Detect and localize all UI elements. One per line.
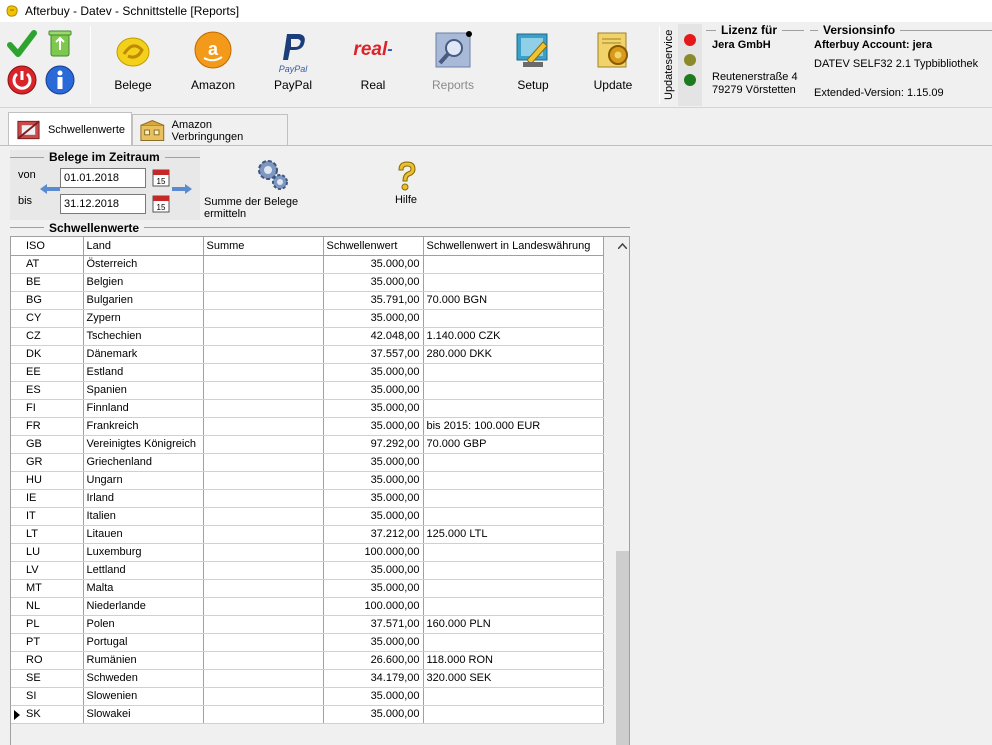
cell-iso[interactable]: IT	[23, 507, 83, 525]
cell-land[interactable]: Bulgarien	[83, 291, 203, 309]
reports-icon	[433, 30, 473, 70]
row-indicator[interactable]	[11, 489, 23, 507]
cell-schwellenwert[interactable]: 35.000,00	[323, 561, 423, 579]
status-led-green	[684, 74, 696, 86]
table-row[interactable]	[11, 633, 603, 651]
row-indicator[interactable]	[11, 255, 23, 273]
cell-summe[interactable]	[203, 615, 323, 633]
cell-landeswaehrung[interactable]	[423, 273, 603, 291]
update-button[interactable]	[576, 28, 650, 102]
amazon-button[interactable]	[176, 28, 250, 102]
sum-label: Summe der Belege ermitteln	[204, 196, 299, 220]
cell-summe[interactable]	[203, 363, 323, 381]
power-icon[interactable]	[6, 64, 38, 96]
cell-land[interactable]: Luxemburg	[83, 543, 203, 561]
setup-button[interactable]	[496, 28, 570, 102]
cell-summe[interactable]	[203, 525, 323, 543]
table-header-row	[11, 237, 603, 255]
table-row[interactable]	[11, 543, 603, 561]
table-row[interactable]	[11, 561, 603, 579]
cell-schwellenwert[interactable]: 35.000,00	[323, 633, 423, 651]
calendar-from-day: 15	[156, 177, 166, 186]
belege-icon	[113, 30, 153, 70]
info-icon[interactable]	[44, 64, 76, 96]
table-row[interactable]	[11, 471, 603, 489]
cell-landeswaehrung[interactable]	[423, 363, 603, 381]
cell-iso[interactable]: NL	[23, 597, 83, 615]
row-indicator[interactable]	[11, 597, 23, 615]
help-icon	[393, 160, 419, 192]
cell-land[interactable]: Rumänien	[83, 651, 203, 669]
row-indicator[interactable]	[11, 687, 23, 705]
cell-iso[interactable]: LV	[23, 561, 83, 579]
app-icon	[4, 3, 20, 19]
cell-landeswaehrung[interactable]: 280.000 DKK	[423, 345, 603, 363]
scrollbar-thumb[interactable]	[616, 551, 629, 745]
table-row[interactable]	[11, 291, 603, 309]
cell-iso[interactable]: SI	[23, 687, 83, 705]
cell-land[interactable]: Irland	[83, 489, 203, 507]
cell-landeswaehrung[interactable]	[423, 471, 603, 489]
cell-iso[interactable]: DK	[23, 345, 83, 363]
cell-schwellenwert[interactable]: 35.000,00	[323, 471, 423, 489]
cell-landeswaehrung[interactable]	[423, 543, 603, 561]
row-indicator[interactable]	[11, 615, 23, 633]
cell-summe[interactable]	[203, 543, 323, 561]
cell-landeswaehrung[interactable]: 125.000 LTL	[423, 525, 603, 543]
cell-land[interactable]: Slowakei	[83, 705, 203, 723]
tab-amazon-verbringungen-label: Amazon Verbringungen	[171, 118, 244, 143]
help-button[interactable]	[386, 160, 426, 206]
cell-summe[interactable]	[203, 327, 323, 345]
cell-landeswaehrung[interactable]	[423, 579, 603, 597]
from-date-field[interactable]: 01.01.2018	[60, 168, 146, 188]
status-led-red	[684, 34, 696, 46]
threshold-grid[interactable]	[10, 236, 630, 745]
paypal-button[interactable]	[256, 28, 330, 102]
cell-land[interactable]: Dänemark	[83, 345, 203, 363]
cell-land[interactable]: Tschechien	[83, 327, 203, 345]
toolbar-separator	[659, 26, 660, 104]
table-row[interactable]	[11, 399, 603, 417]
real-icon	[353, 30, 393, 70]
updateservice-label: Updateservice	[663, 29, 675, 101]
cell-summe[interactable]	[203, 273, 323, 291]
reports-button[interactable]	[416, 28, 490, 102]
cell-summe[interactable]	[203, 399, 323, 417]
table-row[interactable]	[11, 327, 603, 345]
table-row[interactable]	[11, 309, 603, 327]
cell-summe[interactable]	[203, 435, 323, 453]
cell-iso[interactable]: EE	[23, 363, 83, 381]
tab-amazon-verbringungen[interactable]	[132, 114, 288, 146]
row-indicator[interactable]	[11, 381, 23, 399]
amazon-label: Amazon	[190, 78, 236, 92]
cell-landeswaehrung[interactable]	[423, 453, 603, 471]
cell-landeswaehrung[interactable]	[423, 255, 603, 273]
recycle-bin-icon[interactable]	[44, 26, 76, 58]
cell-summe[interactable]	[203, 255, 323, 273]
row-indicator[interactable]	[11, 669, 23, 687]
table-row[interactable]	[11, 687, 603, 705]
setup-label: Setup	[517, 78, 549, 92]
warehouse-icon	[139, 119, 166, 143]
amazon-icon	[193, 30, 233, 70]
cell-schwellenwert[interactable]: 35.000,00	[323, 381, 423, 399]
cell-schwellenwert[interactable]: 34.179,00	[323, 669, 423, 687]
sum-button[interactable]	[204, 158, 340, 220]
toolbar	[0, 22, 992, 108]
cell-iso[interactable]: MT	[23, 579, 83, 597]
table-row[interactable]	[11, 417, 603, 435]
cell-land[interactable]: Spanien	[83, 381, 203, 399]
cell-summe[interactable]	[203, 597, 323, 615]
cell-schwellenwert[interactable]: 35.000,00	[323, 309, 423, 327]
cell-summe[interactable]	[203, 507, 323, 525]
help-label: Hilfe	[394, 194, 417, 206]
tab-divider	[0, 145, 992, 146]
cell-iso[interactable]: FI	[23, 399, 83, 417]
cell-schwellenwert[interactable]: 35.000,00	[323, 579, 423, 597]
table-row[interactable]	[11, 363, 603, 381]
cell-iso[interactable]: GR	[23, 453, 83, 471]
window-title: Afterbuy - Datev - Schnittstelle [Reports]	[25, 4, 240, 18]
cell-schwellenwert[interactable]: 35.791,00	[323, 291, 423, 309]
cell-land[interactable]: Zypern	[83, 309, 203, 327]
row-indicator[interactable]	[11, 705, 23, 723]
update-icon	[593, 30, 633, 70]
cell-iso[interactable]: PT	[23, 633, 83, 651]
cell-land[interactable]: Estland	[83, 363, 203, 381]
cell-land[interactable]: Ungarn	[83, 471, 203, 489]
cell-schwellenwert[interactable]: 37.557,00	[323, 345, 423, 363]
from-label: von	[18, 169, 36, 181]
update-label: Update	[593, 78, 633, 92]
cell-summe[interactable]	[203, 417, 323, 435]
license-street: Reutenerstraße 4	[712, 71, 798, 83]
cell-land[interactable]: Frankreich	[83, 417, 203, 435]
cell-iso[interactable]: SE	[23, 669, 83, 687]
cell-landeswaehrung[interactable]: 160.000 PLN	[423, 615, 603, 633]
belege-label: Belege	[114, 78, 152, 92]
table-row[interactable]	[11, 345, 603, 363]
cell-iso[interactable]: GB	[23, 435, 83, 453]
col-iso[interactable]: ISO	[23, 237, 83, 255]
cell-landeswaehrung[interactable]: 320.000 SEK	[423, 669, 603, 687]
cell-land[interactable]: Portugal	[83, 633, 203, 651]
row-indicator[interactable]	[11, 579, 23, 597]
cell-land[interactable]: Österreich	[83, 255, 203, 273]
row-indicator[interactable]	[11, 399, 23, 417]
cell-summe[interactable]	[203, 471, 323, 489]
cell-landeswaehrung[interactable]	[423, 489, 603, 507]
cell-summe[interactable]	[203, 381, 323, 399]
cell-iso[interactable]: FR	[23, 417, 83, 435]
cell-landeswaehrung[interactable]: 118.000 RON	[423, 651, 603, 669]
cell-landeswaehrung[interactable]: bis 2015: 100.000 EUR	[423, 417, 603, 435]
cell-schwellenwert[interactable]: 35.000,00	[323, 687, 423, 705]
row-indicator[interactable]	[11, 345, 23, 363]
cell-schwellenwert[interactable]: 100.000,00	[323, 597, 423, 615]
cell-landeswaehrung[interactable]	[423, 597, 603, 615]
cell-schwellenwert[interactable]: 37.212,00	[323, 525, 423, 543]
cell-iso[interactable]: BG	[23, 291, 83, 309]
arrow-right-icon	[172, 184, 192, 194]
cell-landeswaehrung[interactable]	[423, 705, 603, 723]
to-date-field[interactable]: 31.12.2018	[60, 194, 146, 214]
svg-text:a: a	[207, 39, 219, 59]
table-body	[11, 255, 603, 723]
cell-iso[interactable]: CY	[23, 309, 83, 327]
cell-landeswaehrung[interactable]: 70.000 GBP	[423, 435, 603, 453]
cell-landeswaehrung[interactable]	[423, 507, 603, 525]
cell-summe[interactable]	[203, 687, 323, 705]
cell-landeswaehrung[interactable]	[423, 633, 603, 651]
setup-icon	[513, 30, 553, 70]
real-logo-text: real	[353, 39, 388, 60]
table-row[interactable]	[11, 489, 603, 507]
calendar-to-icon[interactable]	[152, 195, 170, 213]
real-label: Real	[360, 78, 386, 92]
cell-landeswaehrung[interactable]	[423, 309, 603, 327]
cell-land[interactable]: Malta	[83, 579, 203, 597]
vertical-scrollbar[interactable]	[614, 237, 630, 745]
cell-land[interactable]: Belgien	[83, 273, 203, 291]
cell-summe[interactable]	[203, 309, 323, 327]
cell-summe[interactable]	[203, 561, 323, 579]
table-row[interactable]	[11, 669, 603, 687]
status-led-yellow	[684, 54, 696, 66]
cell-schwellenwert[interactable]: 42.048,00	[323, 327, 423, 345]
row-indicator[interactable]	[11, 291, 23, 309]
row-indicator[interactable]	[11, 309, 23, 327]
tab-schwellenwerte[interactable]	[8, 112, 132, 146]
row-indicator-header	[11, 237, 23, 255]
cell-iso[interactable]: PL	[23, 615, 83, 633]
row-indicator[interactable]	[11, 471, 23, 489]
cell-schwellenwert[interactable]: 97.292,00	[323, 435, 423, 453]
paypal-label: PayPal	[273, 78, 313, 92]
toolbar-separator	[90, 26, 91, 104]
cell-landeswaehrung[interactable]: 1.140.000 CZK	[423, 327, 603, 345]
row-indicator[interactable]	[11, 507, 23, 525]
row-indicator[interactable]	[11, 363, 23, 381]
date-range-title: Belege im Zeitraum	[44, 150, 165, 164]
status-leds	[678, 24, 702, 106]
cell-land[interactable]: Griechenland	[83, 453, 203, 471]
date-range-panel	[10, 150, 200, 220]
table-row[interactable]	[11, 579, 603, 597]
col-landeswaehrung[interactable]: Schwellenwert in Landeswährung	[423, 237, 603, 255]
col-land[interactable]: Land	[83, 237, 203, 255]
row-indicator[interactable]	[11, 525, 23, 543]
license-title: Lizenz für	[716, 23, 782, 37]
cell-land[interactable]: Polen	[83, 615, 203, 633]
threshold-table	[11, 237, 604, 724]
cell-summe[interactable]	[203, 345, 323, 363]
calendar-to-day: 15	[156, 203, 166, 212]
row-indicator[interactable]	[11, 633, 23, 651]
tab-strip	[0, 110, 992, 146]
row-indicator[interactable]	[11, 651, 23, 669]
tab-schwellenwerte-label: Schwellenwerte	[47, 123, 125, 136]
table-row[interactable]	[11, 597, 603, 615]
table-row[interactable]	[11, 651, 603, 669]
cell-summe[interactable]	[203, 453, 323, 471]
cell-landeswaehrung[interactable]: 70.000 BGN	[423, 291, 603, 309]
row-indicator[interactable]	[11, 273, 23, 291]
row-indicator[interactable]	[11, 327, 23, 345]
table-row[interactable]	[11, 453, 603, 471]
table-row[interactable]	[11, 507, 603, 525]
table-row[interactable]	[11, 435, 603, 453]
license-city: 79279 Vörstetten	[712, 84, 796, 96]
cell-summe[interactable]	[203, 651, 323, 669]
cell-iso[interactable]: CZ	[23, 327, 83, 345]
table-row[interactable]	[11, 381, 603, 399]
table-row[interactable]	[11, 273, 603, 291]
cell-schwellenwert[interactable]: 35.000,00	[323, 453, 423, 471]
row-indicator[interactable]	[11, 561, 23, 579]
to-label: bis	[18, 195, 33, 207]
cell-landeswaehrung[interactable]	[423, 381, 603, 399]
table-row[interactable]	[11, 525, 603, 543]
cell-summe[interactable]	[203, 669, 323, 687]
col-schwellenwert[interactable]: Schwellenwert	[323, 237, 423, 255]
arrow-left-icon	[40, 184, 60, 194]
cell-iso[interactable]: ES	[23, 381, 83, 399]
cell-iso[interactable]: IE	[23, 489, 83, 507]
cell-land[interactable]: Slowenien	[83, 687, 203, 705]
title-bar	[0, 0, 992, 22]
real-button[interactable]	[336, 28, 410, 102]
cell-iso[interactable]: HU	[23, 471, 83, 489]
cell-schwellenwert[interactable]: 37.571,00	[323, 615, 423, 633]
cell-summe[interactable]	[203, 489, 323, 507]
version-title: Versionsinfo	[818, 23, 900, 37]
table-row[interactable]	[11, 705, 603, 723]
reports-label: Reports	[431, 78, 475, 92]
cell-iso[interactable]: SK	[23, 705, 83, 723]
row-indicator[interactable]	[11, 543, 23, 561]
table-row[interactable]	[11, 615, 603, 633]
cell-summe[interactable]	[203, 633, 323, 651]
calendar-from-icon[interactable]	[152, 169, 170, 187]
paypal-logo-text: PayPal	[278, 64, 308, 74]
version-extended: Extended-Version: 1.15.09	[814, 87, 944, 99]
version-library: DATEV SELF32 2.1 Typbibliothek	[814, 58, 979, 70]
checkmark-icon[interactable]	[6, 28, 38, 60]
cell-schwellenwert[interactable]: 35.000,00	[323, 255, 423, 273]
table-row[interactable]	[11, 255, 603, 273]
cell-schwellenwert[interactable]: 100.000,00	[323, 543, 423, 561]
cell-schwellenwert[interactable]: 35.000,00	[323, 363, 423, 381]
cell-schwellenwert[interactable]: 35.000,00	[323, 417, 423, 435]
cell-summe[interactable]	[203, 291, 323, 309]
real-logo-dash: -	[387, 41, 393, 58]
cell-land[interactable]: Finnland	[83, 399, 203, 417]
cell-land[interactable]: Lettland	[83, 561, 203, 579]
cell-land[interactable]: Litauen	[83, 525, 203, 543]
cell-summe[interactable]	[203, 579, 323, 597]
cell-iso[interactable]: LU	[23, 543, 83, 561]
cell-land[interactable]: Schweden	[83, 669, 203, 687]
scroll-up-icon[interactable]	[614, 237, 630, 254]
cell-summe[interactable]	[203, 705, 323, 723]
cell-land[interactable]: Vereinigtes Königreich	[83, 435, 203, 453]
cell-schwellenwert[interactable]: 35.000,00	[323, 399, 423, 417]
gears-icon	[254, 158, 290, 192]
cell-iso[interactable]: BE	[23, 273, 83, 291]
cell-iso[interactable]: LT	[23, 525, 83, 543]
cell-land[interactable]: Italien	[83, 507, 203, 525]
row-indicator[interactable]	[11, 417, 23, 435]
current-row-marker-icon	[14, 710, 20, 720]
cell-schwellenwert[interactable]: 35.000,00	[323, 507, 423, 525]
cell-schwellenwert[interactable]: 35.000,00	[323, 705, 423, 723]
cell-iso[interactable]: AT	[23, 255, 83, 273]
cell-landeswaehrung[interactable]	[423, 561, 603, 579]
cell-iso[interactable]: RO	[23, 651, 83, 669]
cell-schwellenwert[interactable]: 35.000,00	[323, 273, 423, 291]
cell-landeswaehrung[interactable]	[423, 687, 603, 705]
col-summe[interactable]: Summe	[203, 237, 323, 255]
cell-schwellenwert[interactable]: 35.000,00	[323, 489, 423, 507]
cell-schwellenwert[interactable]: 26.600,00	[323, 651, 423, 669]
threshold-icon	[15, 118, 42, 142]
row-indicator[interactable]	[11, 453, 23, 471]
row-indicator[interactable]	[11, 435, 23, 453]
cell-landeswaehrung[interactable]	[423, 399, 603, 417]
section-title: Schwellenwerte	[44, 221, 144, 235]
cell-land[interactable]: Niederlande	[83, 597, 203, 615]
version-account: Afterbuy Account: jera	[814, 39, 933, 51]
belege-button[interactable]	[96, 28, 170, 102]
license-company: Jera GmbH	[712, 39, 771, 51]
